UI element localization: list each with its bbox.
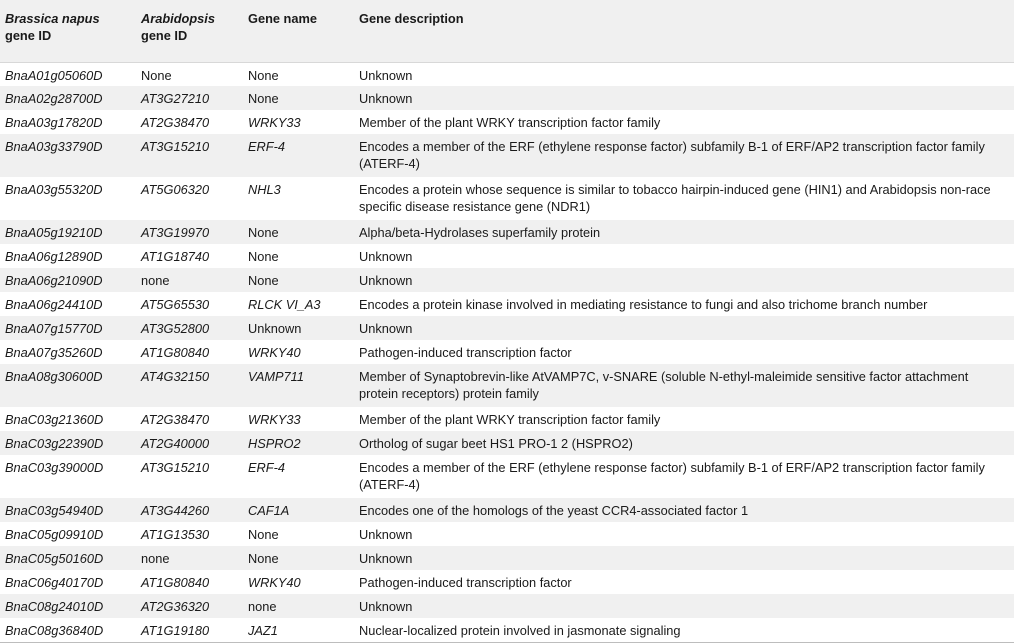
table-row xyxy=(0,177,1014,220)
gene-description-cell: Unknown xyxy=(359,551,413,566)
arabidopsis-gene-id-cell: AT3G15210 xyxy=(141,139,210,154)
table-header-row xyxy=(0,0,1014,62)
gene-description-cell: Encodes a protein whose sequence is similar to tobacco hairpin-induced gene (HIN1) and Arabidopsis non-race specific disease resistance gene (NDR1) xyxy=(359,182,991,214)
table-row xyxy=(0,86,1014,110)
table-row xyxy=(0,244,1014,268)
gene-description-cell: Unknown xyxy=(359,249,413,264)
brassica-gene-id-cell: BnaC03g22390D xyxy=(5,436,104,451)
table-row xyxy=(0,364,1014,407)
brassica-gene-id-cell: BnaA03g17820D xyxy=(5,115,103,130)
arabidopsis-gene-id-cell: AT1G80840 xyxy=(141,345,210,360)
gene-name-cell: WRKY33 xyxy=(248,412,301,427)
gene-name-cell: HSPRO2 xyxy=(248,436,301,451)
gene-description-cell: Pathogen-induced transcription factor xyxy=(359,575,572,590)
gene-description-cell: Ortholog of sugar beet HS1 PRO-1 2 (HSPRO2) xyxy=(359,436,633,451)
arabidopsis-gene-id-cell: AT2G38470 xyxy=(141,115,210,130)
header-arabidopsis-gene-id xyxy=(135,0,242,62)
arabidopsis-gene-id-cell: AT3G52800 xyxy=(141,321,210,336)
table-row xyxy=(0,407,1014,431)
gene-description-cell: Encodes a protein kinase involved in mediating resistance to fungi and also trichome branch number xyxy=(359,297,928,312)
arabidopsis-gene-id-cell: AT3G44260 xyxy=(141,503,210,518)
gene-name-cell: None xyxy=(248,527,279,542)
arabidopsis-gene-id-cell: AT5G65530 xyxy=(141,297,210,312)
brassica-gene-id-cell: BnaC05g09910D xyxy=(5,527,104,542)
table-row xyxy=(0,62,1014,86)
brassica-gene-id-cell: BnaC03g39000D xyxy=(5,460,104,475)
table-row xyxy=(0,618,1014,642)
arabidopsis-gene-id-cell: AT1G18740 xyxy=(141,249,210,264)
brassica-gene-id-cell: BnaA01g05060D xyxy=(5,67,103,83)
gene-name-cell: ERF-4 xyxy=(248,139,285,154)
brassica-gene-id-cell: BnaC06g40170D xyxy=(5,575,104,590)
gene-description-cell: Unknown xyxy=(359,67,413,83)
gene-name-cell: ERF-4 xyxy=(248,460,285,475)
gene-description-cell: Encodes a member of the ERF (ethylene response factor) subfamily B-1 of ERF/AP2 transcription factor family (ATERF-4) xyxy=(359,139,985,171)
arabidopsis-gene-id-cell: AT3G19970 xyxy=(141,225,210,240)
header-col1-line1: Brassica napus xyxy=(5,11,100,26)
table-row xyxy=(0,220,1014,244)
gene-name-cell: None xyxy=(248,551,279,566)
header-brassica-gene-id xyxy=(0,0,135,62)
arabidopsis-gene-id-cell: AT2G40000 xyxy=(141,436,210,451)
gene-description-cell: Unknown xyxy=(359,599,413,614)
gene-description-cell: Alpha/beta-Hydrolases superfamily protein xyxy=(359,225,601,240)
arabidopsis-gene-id-cell: AT1G80840 xyxy=(141,575,210,590)
brassica-gene-id-cell: BnaA06g12890D xyxy=(5,249,103,264)
table-row xyxy=(0,594,1014,618)
brassica-gene-id-cell: BnaA07g15770D xyxy=(5,321,103,336)
brassica-gene-id-cell: BnaA06g21090D xyxy=(5,273,103,288)
arabidopsis-gene-id-cell: none xyxy=(141,273,170,288)
brassica-gene-id-cell: BnaA03g55320D xyxy=(5,182,103,197)
brassica-gene-id-cell: BnaC03g54940D xyxy=(5,503,104,518)
gene-description-cell: Unknown xyxy=(359,527,413,542)
gene-name-cell: none xyxy=(248,599,277,614)
brassica-gene-id-cell: BnaC05g50160D xyxy=(5,551,104,566)
brassica-gene-id-cell: BnaA03g33790D xyxy=(5,139,103,154)
table-row xyxy=(0,498,1014,522)
gene-description-cell: Unknown xyxy=(359,91,413,106)
gene-name-cell: WRKY40 xyxy=(248,345,301,360)
gene-name-cell: NHL3 xyxy=(248,182,281,197)
gene-description-cell: Unknown xyxy=(359,273,413,288)
arabidopsis-gene-id-cell: AT3G15210 xyxy=(141,460,210,475)
arabidopsis-gene-id-cell: AT5G06320 xyxy=(141,182,210,197)
arabidopsis-gene-id-cell: none xyxy=(141,551,170,566)
gene-name-cell: WRKY33 xyxy=(248,115,301,130)
gene-name-cell: None xyxy=(248,225,279,240)
gene-description-cell: Pathogen-induced transcription factor xyxy=(359,345,572,360)
gene-name-cell: None xyxy=(248,91,279,106)
table-row xyxy=(0,134,1014,177)
table-row xyxy=(0,268,1014,292)
gene-name-cell: WRKY40 xyxy=(248,575,301,590)
table-row xyxy=(0,431,1014,455)
gene-description-cell: Member of Synaptobrevin-like AtVAMP7C, v-SNARE (soluble N-ethyl-maleimide sensitive factor attachment protein receptors) protein family xyxy=(359,369,969,401)
arabidopsis-gene-id-cell: None xyxy=(141,67,172,83)
gene-name-cell: None xyxy=(248,273,279,288)
header-gene-name: Gene name xyxy=(248,11,317,26)
gene-name-cell: None xyxy=(248,67,279,83)
table-row xyxy=(0,110,1014,134)
arabidopsis-gene-id-cell: AT2G38470 xyxy=(141,412,210,427)
brassica-gene-id-cell: BnaA05g19210D xyxy=(5,225,103,240)
brassica-gene-id-cell: BnaC08g24010D xyxy=(5,599,104,614)
table-row xyxy=(0,570,1014,594)
header-gene-description: Gene description xyxy=(359,11,464,26)
table-row xyxy=(0,455,1014,498)
table-row xyxy=(0,522,1014,546)
arabidopsis-gene-id-cell: AT3G27210 xyxy=(141,91,210,106)
brassica-gene-id-cell: BnaA07g35260D xyxy=(5,345,103,360)
header-col1-line2: gene ID xyxy=(5,28,52,43)
gene-description-cell: Encodes one of the homologs of the yeast CCR4-associated factor 1 xyxy=(359,503,749,518)
gene-description-cell: Member of the plant WRKY transcription factor family xyxy=(359,115,661,130)
table-row xyxy=(0,340,1014,364)
gene-description-cell: Nuclear-localized protein involved in jasmonate signaling xyxy=(359,623,681,638)
header-col2-line2: gene ID xyxy=(141,28,188,43)
brassica-gene-id-cell: BnaC03g21360D xyxy=(5,412,104,427)
table-row xyxy=(0,546,1014,570)
arabidopsis-gene-id-cell: AT2G36320 xyxy=(141,599,210,614)
gene-description-cell: Encodes a member of the ERF (ethylene response factor) subfamily B-1 of ERF/AP2 transcription factor family (ATERF-4) xyxy=(359,460,985,492)
brassica-gene-id-cell: BnaA06g24410D xyxy=(5,297,103,312)
gene-name-cell: CAF1A xyxy=(248,503,290,518)
brassica-gene-id-cell: BnaA08g30600D xyxy=(5,369,103,384)
arabidopsis-gene-id-cell: AT1G13530 xyxy=(141,527,210,542)
brassica-gene-id-cell: BnaC08g36840D xyxy=(5,623,104,638)
gene-description-cell: Member of the plant WRKY transcription factor family xyxy=(359,412,661,427)
gene-name-cell: Unknown xyxy=(248,321,302,336)
brassica-gene-id-cell: BnaA02g28700D xyxy=(5,91,103,106)
gene-name-cell: JAZ1 xyxy=(248,623,278,638)
header-col2-line1: Arabidopsis xyxy=(141,11,215,26)
gene-description-cell: Unknown xyxy=(359,321,413,336)
arabidopsis-gene-id-cell: AT1G19180 xyxy=(141,623,210,638)
gene-name-cell: VAMP711 xyxy=(248,369,304,384)
table-row xyxy=(0,316,1014,340)
gene-name-cell: None xyxy=(248,249,279,264)
gene-name-cell: RLCK VI_A3 xyxy=(248,297,321,312)
arabidopsis-gene-id-cell: AT4G32150 xyxy=(141,369,210,384)
table-row xyxy=(0,292,1014,316)
